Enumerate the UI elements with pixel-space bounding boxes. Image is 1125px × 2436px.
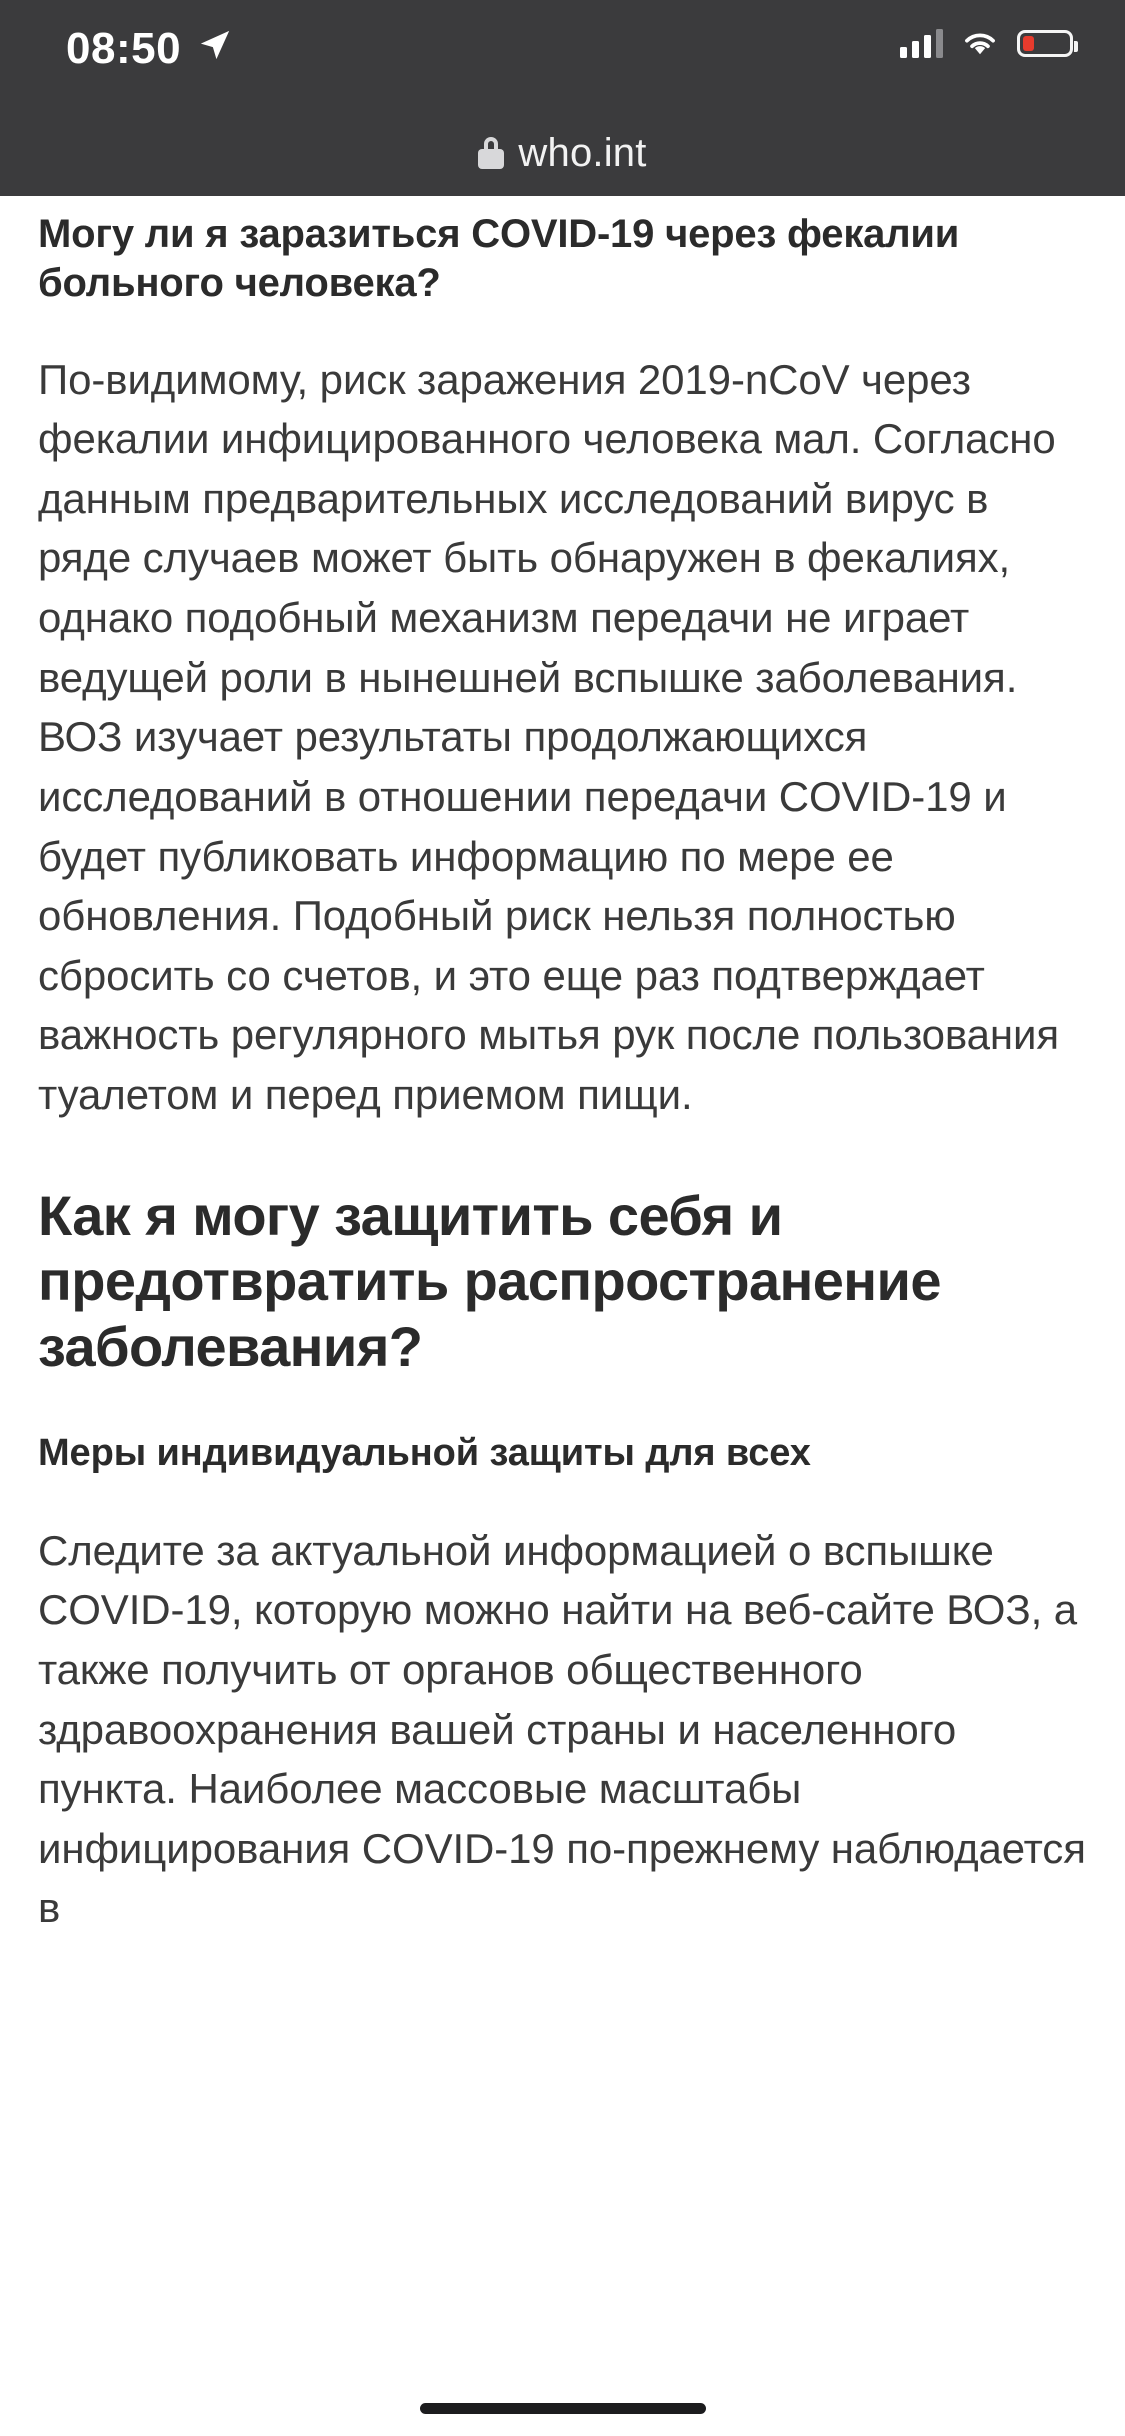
battery-low-icon bbox=[1017, 30, 1073, 57]
section-paragraph: Следите за актуальной информацией о вспышке COVID-19, которую можно найти на веб-сайте ВОЗ, а также получить от органов общественного здравоохранения вашей страны и населенного пункта. Наиболее массовые масштабы инфицирования COVID-19 по-прежнему наблюдается в bbox=[38, 1526, 1086, 1932]
webpage-content[interactable] bbox=[0, 196, 1125, 2436]
wifi-icon bbox=[961, 29, 999, 57]
address-bar[interactable] bbox=[0, 110, 1125, 196]
address-bar-url: who.int bbox=[518, 130, 647, 175]
browser-chrome bbox=[0, 0, 1125, 196]
question-heading: Могу ли я заразиться COVID-19 через фекалии больного человека? bbox=[38, 212, 960, 305]
location-arrow-icon bbox=[198, 28, 232, 62]
status-bar-time: 08:50 bbox=[66, 24, 182, 73]
section-heading: Как я могу защитить себя и предотвратить распространение заболевания? bbox=[38, 1183, 941, 1378]
status-bar bbox=[0, 0, 1125, 110]
status-bar-indicators bbox=[900, 28, 1073, 58]
subsection-heading: Меры индивидуальной защиты для всех bbox=[38, 1432, 811, 1475]
cellular-signal-icon bbox=[900, 28, 943, 58]
home-indicator[interactable] bbox=[420, 2403, 706, 2414]
answer-paragraph: По-видимому, риск заражения 2019-nCoV через фекалии инфицированного человека мал. Согласно данным предварительных исследований вирус в ряде случаев может быть обнаружен в фекалиях, однако подобный механизм передачи не играет ведущей роли в нынешней вспышке заболевания. ВОЗ изучает результаты продолжающихся исследований в отношении передачи COVID-19 и будет публиковать информацию по мере ее обновления. Подобный риск нельзя полностью сбросить со счетов, и это еще раз подтверждает важность регулярного мытья рук после пользования туалетом и перед приемом пищи. bbox=[38, 355, 1060, 1119]
lock-icon bbox=[478, 137, 504, 169]
